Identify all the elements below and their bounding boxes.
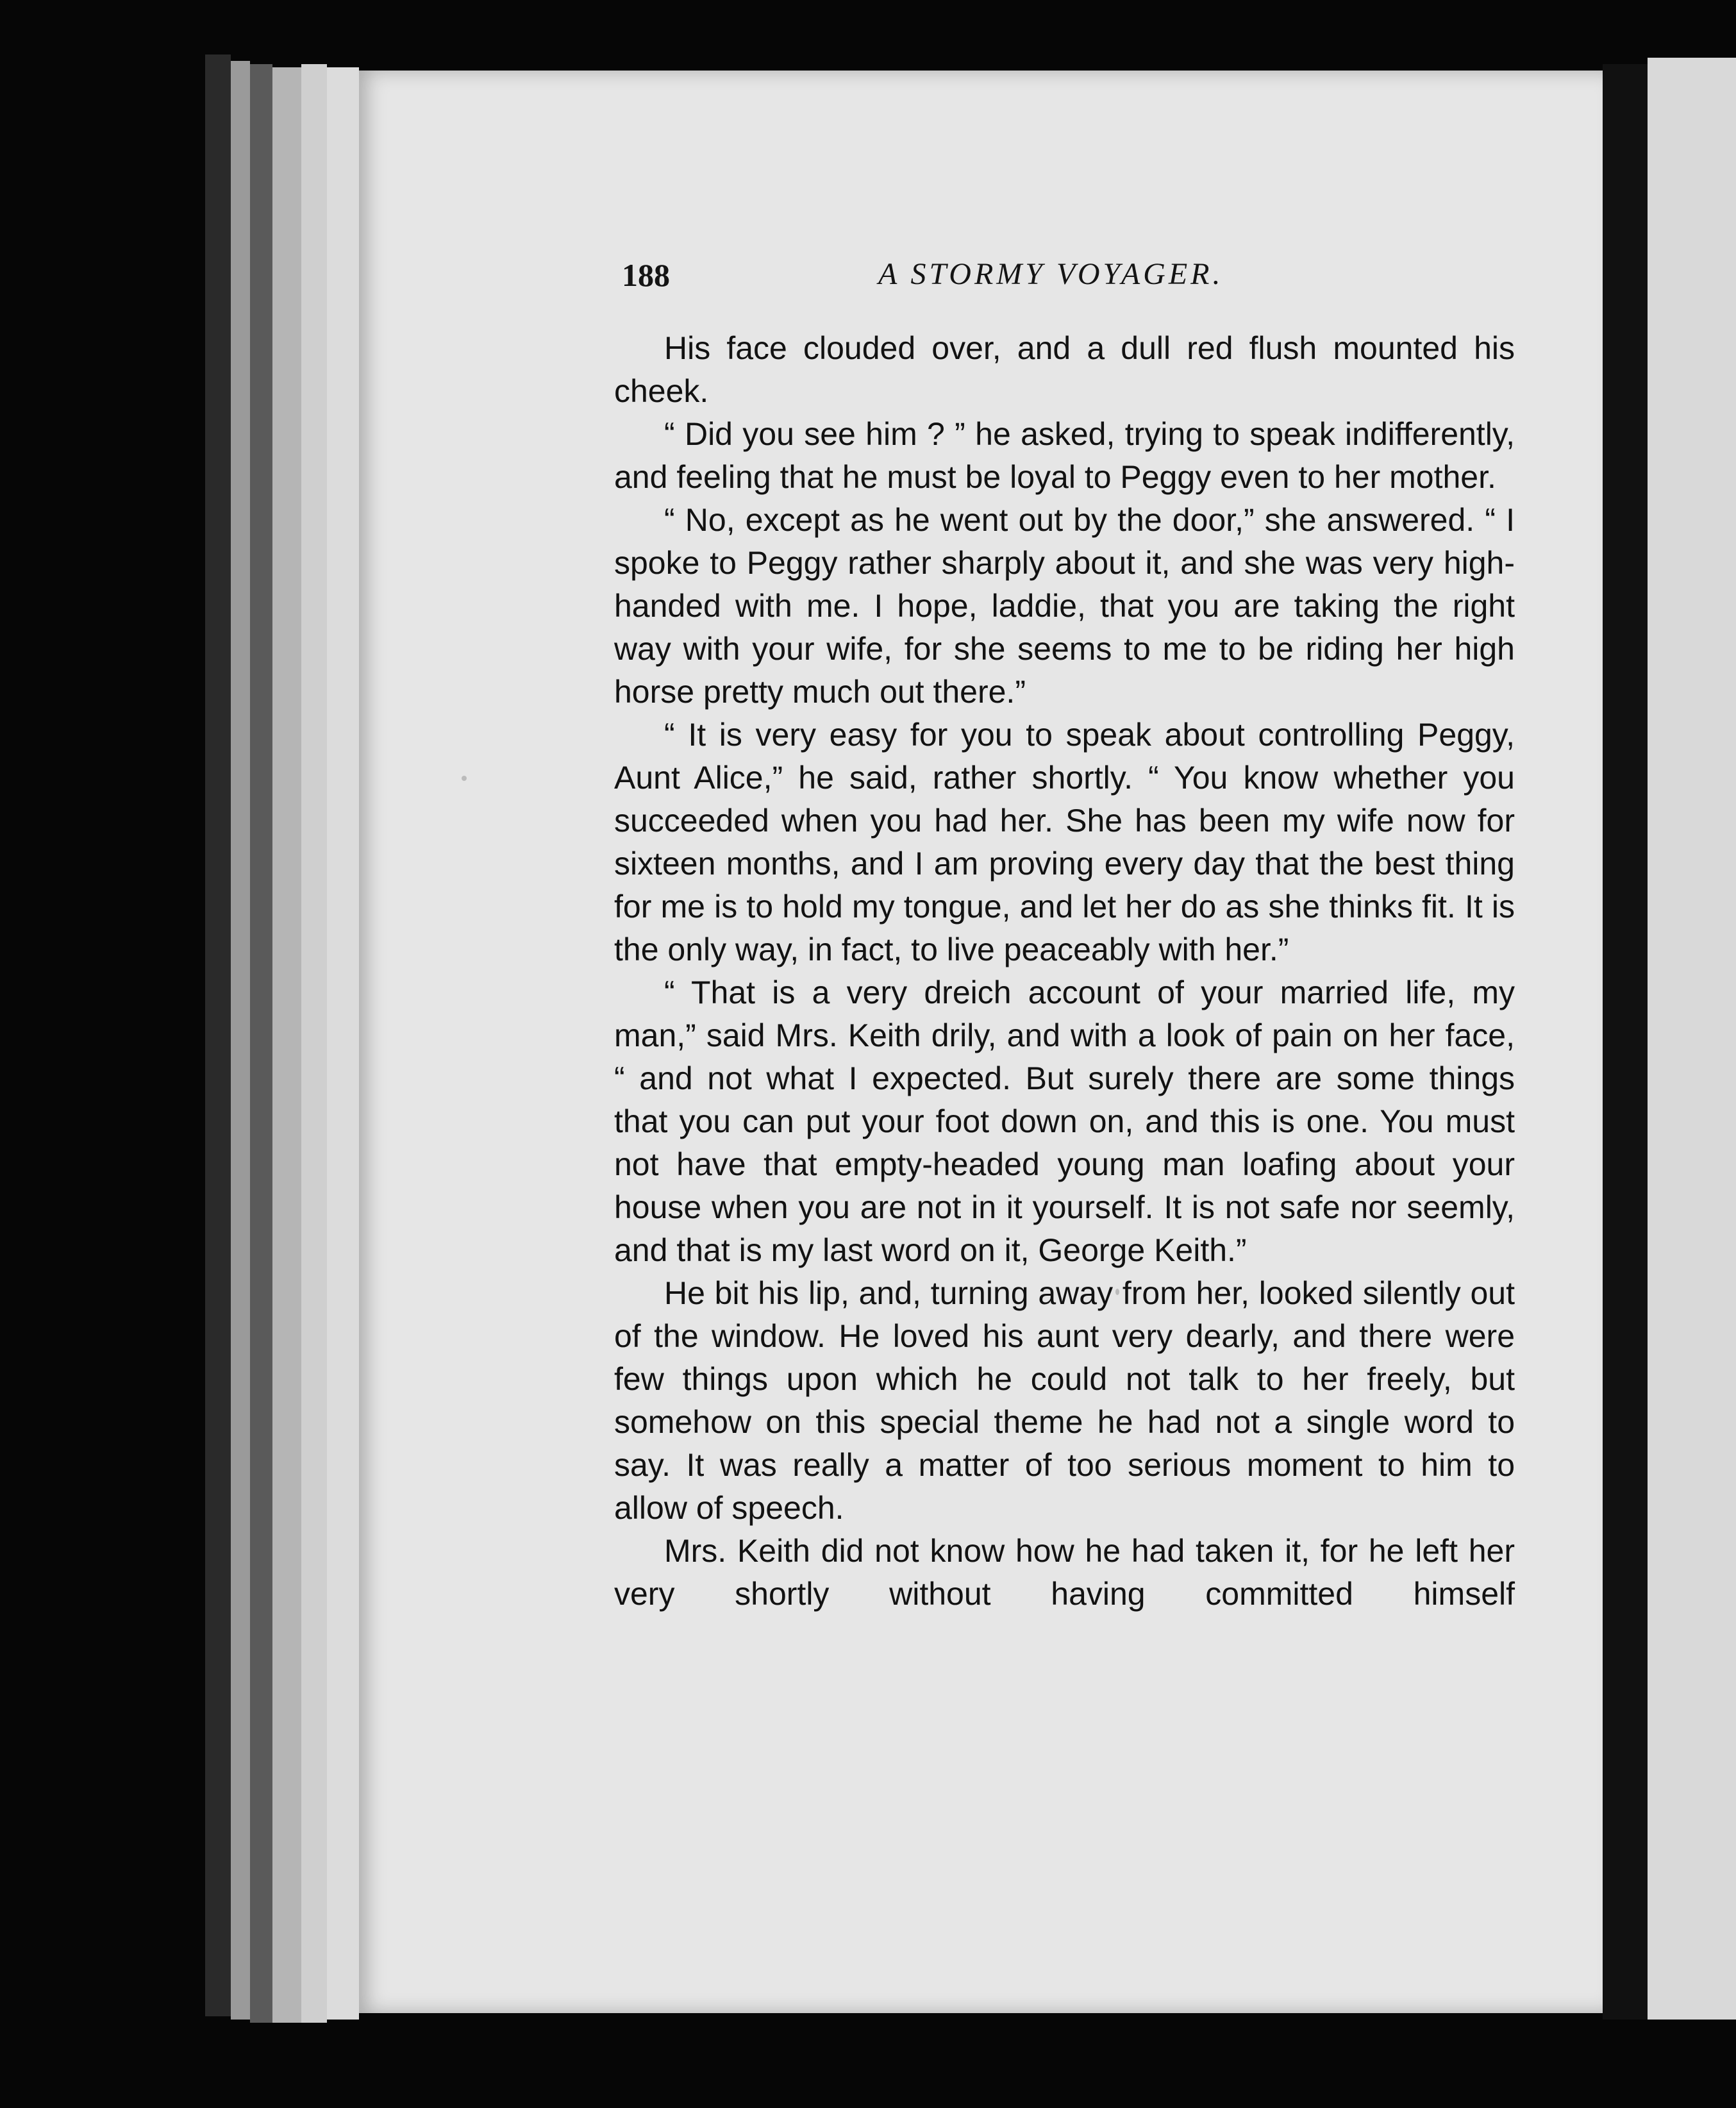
paragraph: His face clouded over, and a dull red flush mounted his cheek. (614, 330, 1515, 409)
page-edge (327, 67, 359, 2020)
body-text (614, 327, 1515, 1616)
paragraph: Mrs. Keith did not know how he had taken it, for he left her very shortly without having committed himself (614, 1533, 1515, 1612)
page-edge (301, 64, 327, 2023)
scan-speck (462, 776, 467, 781)
page-edge (272, 67, 301, 2023)
page-edge (250, 64, 272, 2023)
page-number: 188 (622, 257, 670, 293)
adjacent-page-edge (1648, 58, 1736, 2020)
paragraph: He bit his lip, and, turning away from her, looked silently out of the window. He loved his aunt very dearly, and there were few things upon which he could not talk to her freely, but somehow on this special theme he had not a single word to say. It was really a matter of too serious moment to him to allow of speech. (614, 1275, 1515, 1526)
page-header (622, 256, 1263, 301)
running-title: A STORMY VOYAGER. (878, 257, 1224, 291)
paragraph: “ It is very easy for you to speak about controlling Peggy, Aunt Alice,” he said, rather shortly. “ You know whether you succeeded when you had her. She has been my wife now for sixteen months, and I am proving every day that the best thing for me is to hold my tongue, and let her do as she thinks fit. It is the only way, in fact, to live peaceably with her.” (614, 717, 1515, 967)
page-edge (205, 54, 231, 2016)
paragraph: “ Did you see him ? ” he asked, trying to speak indifferently, and feeling that he must be loyal to Peggy even to her mother. (614, 416, 1515, 495)
paragraph: “ That is a very dreich account of your married life, my man,” said Mrs. Keith drily, and with a look of pain on her face, “ and not what I expected. But surely there are some things that you can put your foot down on, and this is one. You must not have that empty-headed young man loafing about your house when you are not in it yourself. It is not safe nor seemly, and that is my last word on it, George Keith.” (614, 975, 1515, 1268)
book-gutter (1603, 64, 1648, 2020)
paragraph: “ No, except as he went out by the door,” she answered. “ I spoke to Peggy rather sharply about it, and she was very high-handed with me. I hope, laddie, that you are taking the right way with your wife, for she seems to me to be riding her high horse pretty much out there.” (614, 502, 1515, 710)
page-edge (231, 61, 250, 2020)
